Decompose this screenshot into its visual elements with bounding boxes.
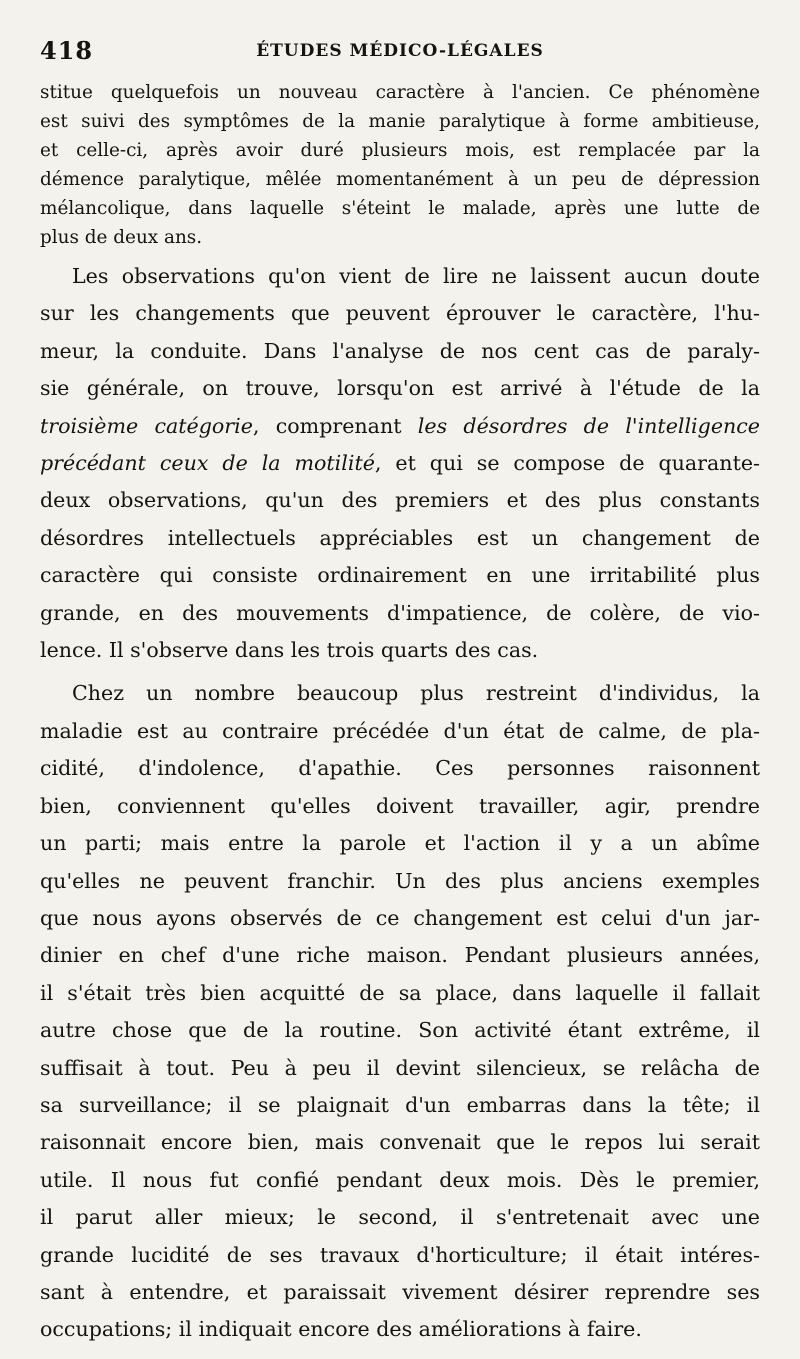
text-line: bien, conviennent qu'elles doivent travailler, agir, prendre xyxy=(40,793,760,818)
italic-phrase: précédant ceux de la motilité xyxy=(40,451,375,476)
text-line: suffisait à tout. Peu à peu il devint silencieux, se relâcha de xyxy=(40,1055,760,1080)
text-span: , et qui se compose de quarante- xyxy=(374,451,760,476)
paragraph-apathy xyxy=(40,675,760,1348)
text-line: sa surveillance; il se plaignait d'un embarras dans la tête; il xyxy=(40,1092,760,1117)
paragraph-continued xyxy=(40,78,760,252)
italic-phrase: troisième catégorie xyxy=(40,413,253,438)
text-line: désordres intellectuels appréciables est un changement de xyxy=(40,525,760,550)
text-line-mixed xyxy=(40,445,760,482)
text-line: sant à entendre, et paraissait vivement désirer reprendre ses xyxy=(40,1279,760,1304)
text-line: Chez un nombre beaucoup plus restreint d'individus, la xyxy=(72,681,760,706)
text-line: lence. Il s'observe dans les trois quarts des cas. xyxy=(40,638,539,663)
text-line: maladie est au contraire précédée d'un état de calme, de pla- xyxy=(40,718,760,743)
text-line: qu'elles ne peuvent franchir. Un des plus anciens exemples xyxy=(40,868,760,893)
text-line: dinier en chef d'une riche maison. Pendant plusieurs années, xyxy=(40,943,760,968)
text-line: meur, la conduite. Dans l'analyse de nos cent cas de paraly- xyxy=(40,338,760,363)
page-number: 418 xyxy=(40,36,94,65)
text-line: que nous ayons observés de ce changement est celui d'un jar- xyxy=(40,905,760,930)
text-line: un parti; mais entre la parole et l'action il y a un abîme xyxy=(40,831,760,856)
running-title: ÉTUDES MÉDICO-LÉGALES xyxy=(256,41,544,61)
text-line: grande, en des mouvements d'impatience, de colère, de vio- xyxy=(40,600,760,625)
page-header xyxy=(40,36,760,66)
text-span: , comprenant xyxy=(252,413,418,438)
text-line: cidité, d'indolence, d'apathie. Ces personnes raisonnent xyxy=(40,756,760,781)
text-line: autre chose que de la routine. Son activité étant extrême, il xyxy=(40,1018,760,1043)
text-line: mélancolique, dans laquelle s'éteint le malade, après une lutte de xyxy=(40,198,760,219)
text-line: plus de deux ans. xyxy=(40,227,203,248)
text-line: Les observations qu'on vient de lire ne laissent aucun doute xyxy=(72,264,760,288)
text-line: il parut aller mieux; le second, il s'entretenait avec une xyxy=(40,1205,760,1230)
text-line: sie générale, on trouve, lorsqu'on est arrivé à l'étude de la xyxy=(40,376,760,401)
body-text xyxy=(40,78,760,1355)
text-line: deux observations, qu'un des premiers et des plus constants xyxy=(40,488,760,513)
text-line: raisonnait encore bien, mais convenait que le repos lui serait xyxy=(40,1130,760,1155)
text-line: et celle-ci, après avoir duré plusieurs mois, est remplacée par la xyxy=(40,140,760,161)
text-line: il s'était très bien acquitté de sa place, dans laquelle il fallait xyxy=(40,980,760,1005)
italic-phrase: les désordres de l'intelligence xyxy=(417,413,760,438)
text-line: occupations; il indiquait encore des améliorations à faire. xyxy=(40,1317,642,1342)
text-line: caractère qui consiste ordinairement en une irritabilité plus xyxy=(40,563,760,588)
text-line: est suivi des symptômes de la manie paralytique à forme ambitieuse, xyxy=(40,111,760,132)
paragraph-observations xyxy=(40,258,760,669)
text-line-mixed xyxy=(40,408,760,445)
text-line: utile. Il nous fut confié pendant deux mois. Dès le premier, xyxy=(40,1167,760,1192)
text-line: grande lucidité de ses travaux d'horticulture; il était intéres- xyxy=(40,1242,760,1267)
text-line: démence paralytique, mêlée momentanément à un peu de dépression xyxy=(40,169,760,190)
text-line: stitue quelquefois un nouveau caractère à l'ancien. Ce phénomène xyxy=(40,82,760,103)
text-line: sur les changements que peuvent éprouver le caractère, l'hu- xyxy=(40,301,760,326)
